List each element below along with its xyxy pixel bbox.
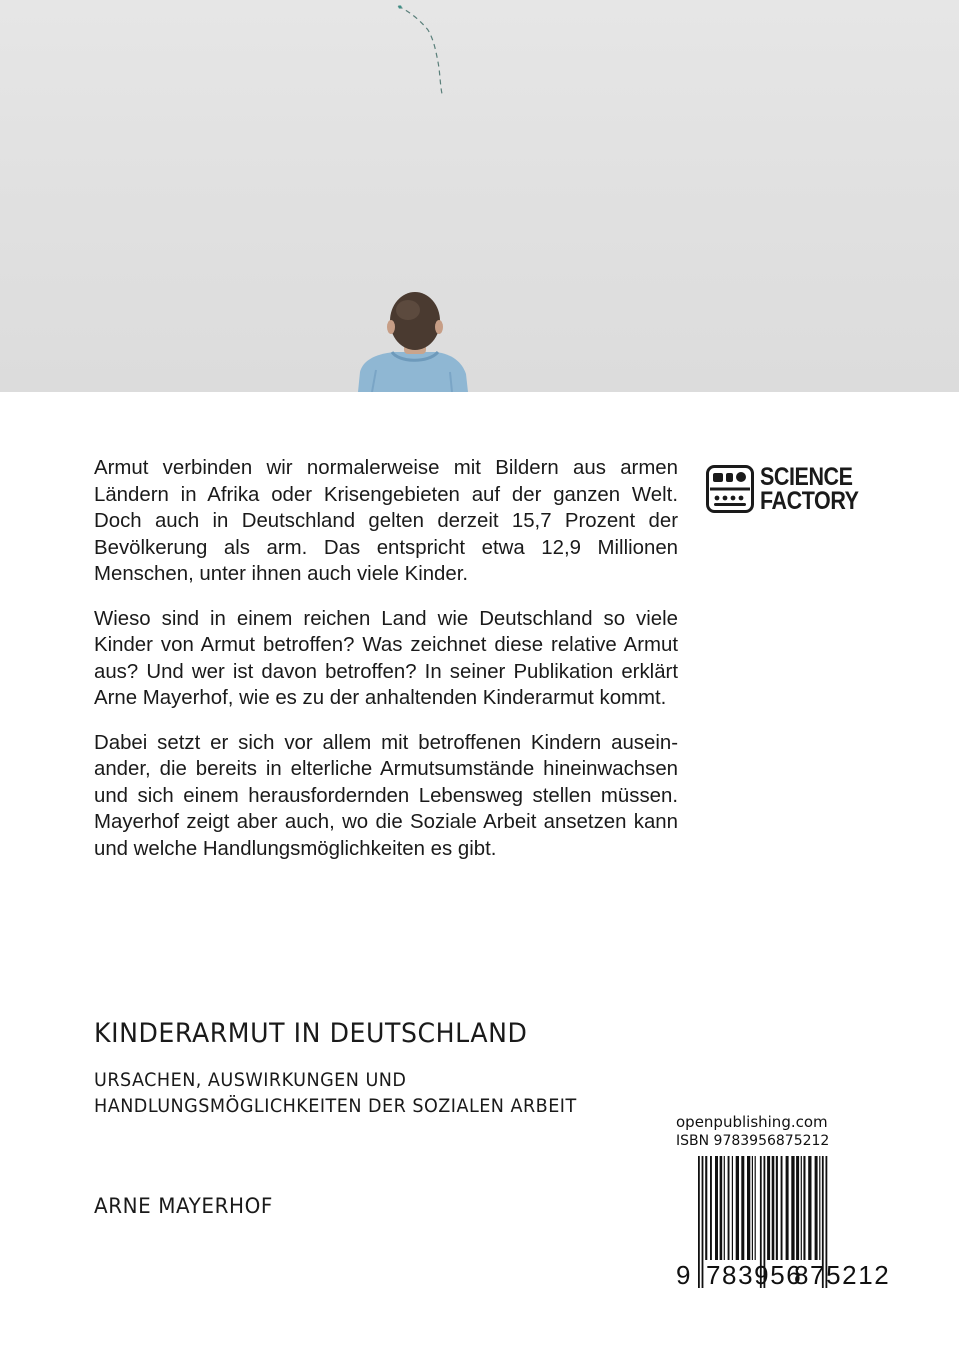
barcode-bar bbox=[767, 1156, 770, 1260]
kite-string bbox=[398, 6, 442, 94]
barcode-bar bbox=[741, 1156, 744, 1260]
logo-wordmark bbox=[760, 465, 859, 513]
barcode-bar bbox=[801, 1156, 802, 1260]
boy-with-kite-illustration bbox=[0, 0, 959, 392]
barcode-bar bbox=[736, 1156, 739, 1260]
barcode-bar bbox=[815, 1156, 818, 1260]
cover-photo bbox=[0, 0, 959, 392]
barcode-bar bbox=[808, 1156, 811, 1260]
barcode-bar bbox=[720, 1156, 723, 1260]
blurb-paragraph-2: Wieso sind in einem reichen Land wie Deutschland so viele Kinder von Armut betroffen? Was zeichnet diese relative Armut aus? Und wer ist davon betroffen? In seiner Publikation erklärt Arne Mayerhof, wie es zu der anhaltenden Kinderarmut kommt. bbox=[94, 607, 678, 709]
barcode-bar bbox=[747, 1156, 750, 1260]
isbn-number: ISBN 9783956875212 bbox=[676, 1133, 830, 1149]
blurb-paragraph-1: Armut verbinden wir normalerweise mit Bildern aus armen Ländern in Afrika oder Krisengebieten auf der ganzen Welt. Doch auch in Deutschland gelten derzeit 15,7 Prozent der Bevölkerung als arm. Das entspricht etwa 12,9 Millionen Menschen, unter ihnen auch viele Kinder. bbox=[94, 457, 678, 585]
barcode-bar bbox=[724, 1156, 725, 1260]
barcode-bar bbox=[791, 1156, 794, 1260]
science-factory-logo bbox=[706, 465, 866, 515]
barcode-digits bbox=[676, 1260, 902, 1290]
barcode-bar bbox=[772, 1156, 775, 1260]
barcode-bar bbox=[776, 1156, 778, 1260]
barcode-bar bbox=[710, 1156, 712, 1260]
barcode-bar bbox=[781, 1156, 783, 1260]
barcode-bar bbox=[786, 1156, 789, 1260]
barcode-bar bbox=[732, 1156, 733, 1260]
barcode-bar bbox=[728, 1156, 730, 1260]
barcode-bar bbox=[796, 1156, 799, 1260]
barcode-bar bbox=[803, 1156, 805, 1260]
book-subtitle bbox=[94, 1068, 577, 1120]
book-title: KINDERARMUT IN DEUTSCHLAND bbox=[94, 1018, 528, 1049]
barcode-group-2: 875212 bbox=[794, 1260, 891, 1290]
book-subtitle-line-2: HANDLUNGSMÖGLICHKEITEN DER SOZIALEN ARBEIT bbox=[94, 1096, 577, 1117]
barcode-first-digit: 9 bbox=[676, 1260, 691, 1290]
barcode-bar bbox=[715, 1156, 718, 1260]
logo-line-2: FACTORY bbox=[760, 487, 859, 515]
barcode-bar bbox=[705, 1156, 707, 1260]
book-subtitle-line-1: URSACHEN, AUSWIRKUNGEN UND bbox=[94, 1070, 407, 1091]
blurb-paragraph-3: Dabei setzt er sich vor allem mit betroffenen Kindern auseinander, die bereits in elterliche Armutsumstände hineinwachsen und sich einem herausfordernden Lebensweg stellen müssen. Mayerhof zeigt aber auch, wo die Soziale Arbeit ansetzen kann und welche Handlungsmöglichkeiten es gibt. bbox=[94, 731, 678, 860]
book-author: ARNE MAYERHOF bbox=[94, 1194, 273, 1218]
barcode-group-1: 783956 bbox=[706, 1260, 803, 1290]
publisher-url: openpublishing.com bbox=[676, 1113, 828, 1131]
barcode-bar bbox=[752, 1156, 753, 1260]
back-cover-blurb bbox=[94, 455, 678, 880]
barcode-bar bbox=[755, 1156, 756, 1260]
boy-head bbox=[390, 292, 440, 350]
kite bbox=[398, 5, 401, 8]
barcode-bar bbox=[819, 1156, 820, 1260]
logo-line-1: SCIENCE bbox=[760, 463, 853, 491]
science-factory-logo-icon bbox=[706, 465, 754, 513]
